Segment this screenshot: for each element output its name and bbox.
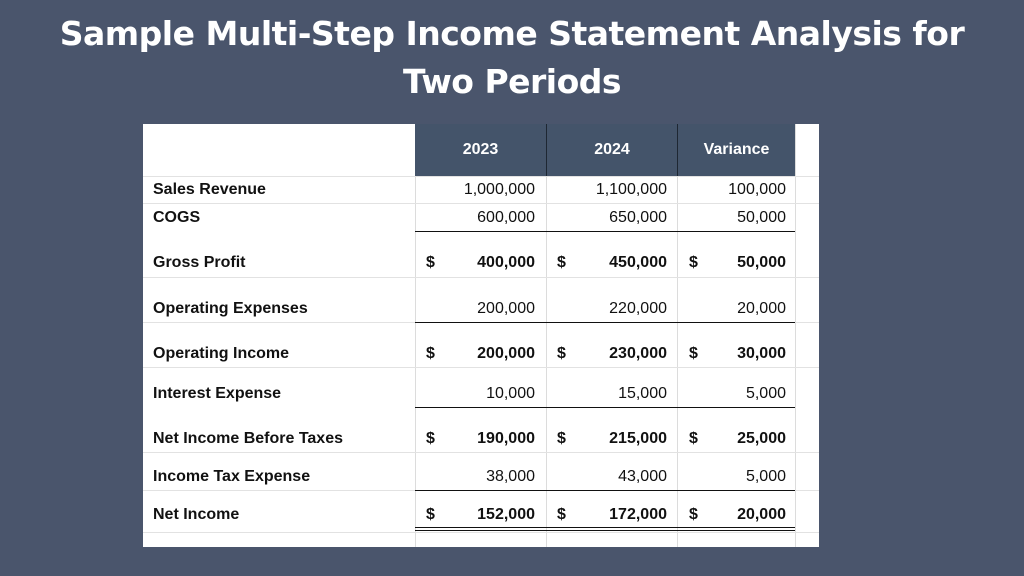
table-row xyxy=(143,298,819,320)
value-variance: 20,000 xyxy=(737,300,786,317)
value-2023: 190,000 xyxy=(477,430,535,447)
title-line-1: Sample Multi-Step Income Statement Analysis for xyxy=(59,14,965,53)
column-header-variance: Variance xyxy=(677,124,795,176)
grid-line xyxy=(143,532,819,533)
currency-symbol: $ xyxy=(689,430,698,447)
value-2024: 43,000 xyxy=(618,468,667,485)
subtotal-underline xyxy=(415,322,795,323)
value-2024: 230,000 xyxy=(609,345,667,362)
row-label: Interest Expense xyxy=(153,385,282,402)
row-label: Sales Revenue xyxy=(153,181,266,198)
row-label: Net Income xyxy=(153,506,240,523)
value-2024: 650,000 xyxy=(609,209,667,226)
total-double-underline xyxy=(415,527,795,528)
grid-line xyxy=(143,452,819,453)
currency-symbol: $ xyxy=(689,345,698,362)
table-row xyxy=(143,252,819,274)
value-variance: 5,000 xyxy=(745,468,786,485)
column-header-2024: 2024 xyxy=(546,124,677,176)
row-label: COGS xyxy=(153,209,201,226)
value-2024: 1,100,000 xyxy=(595,181,667,198)
table-row xyxy=(143,504,819,526)
value-2023: 600,000 xyxy=(477,209,535,226)
currency-symbol: $ xyxy=(426,430,435,447)
income-statement-table xyxy=(143,124,819,547)
currency-symbol: $ xyxy=(557,345,566,362)
row-label: Operating Income xyxy=(153,345,290,362)
subtotal-underline xyxy=(415,490,795,491)
currency-symbol: $ xyxy=(557,506,566,523)
page-title xyxy=(0,10,1024,106)
title-line-2: Two Periods xyxy=(402,62,622,101)
value-2023: 152,000 xyxy=(477,506,535,523)
value-2023: 400,000 xyxy=(477,254,535,271)
row-label: Income Tax Expense xyxy=(153,468,311,485)
grid-line xyxy=(143,367,819,368)
currency-symbol: $ xyxy=(426,254,435,271)
value-2023: 200,000 xyxy=(477,300,535,317)
table-row xyxy=(143,207,819,229)
currency-symbol: $ xyxy=(557,430,566,447)
value-2024: 220,000 xyxy=(609,300,667,317)
value-2024: 215,000 xyxy=(609,430,667,447)
value-2024: 172,000 xyxy=(609,506,667,523)
row-label: Operating Expenses xyxy=(153,300,308,317)
currency-symbol: $ xyxy=(689,254,698,271)
subtotal-underline xyxy=(415,231,795,232)
currency-symbol: $ xyxy=(426,345,435,362)
value-variance: 50,000 xyxy=(737,209,786,226)
value-variance: 5,000 xyxy=(745,385,786,402)
value-variance: 100,000 xyxy=(728,181,786,198)
column-header-2023: 2023 xyxy=(415,124,546,176)
row-label: Net Income Before Taxes xyxy=(153,430,343,447)
value-variance: 25,000 xyxy=(737,430,786,447)
currency-symbol: $ xyxy=(689,506,698,523)
value-variance: 50,000 xyxy=(737,254,786,271)
total-double-underline xyxy=(415,530,795,531)
grid-line xyxy=(143,277,819,278)
table-row xyxy=(143,343,819,365)
currency-symbol: $ xyxy=(426,506,435,523)
value-2023: 200,000 xyxy=(477,345,535,362)
table-row xyxy=(143,428,819,450)
grid-line xyxy=(143,203,819,204)
value-2024: 15,000 xyxy=(618,385,667,402)
grid-line xyxy=(143,176,819,177)
value-2023: 10,000 xyxy=(486,385,535,402)
value-2024: 450,000 xyxy=(609,254,667,271)
currency-symbol: $ xyxy=(557,254,566,271)
table-row xyxy=(143,466,819,488)
subtotal-underline xyxy=(415,407,795,408)
value-2023: 1,000,000 xyxy=(463,181,535,198)
value-variance: 20,000 xyxy=(737,506,786,523)
table-row xyxy=(143,383,819,405)
value-2023: 38,000 xyxy=(486,468,535,485)
table-row xyxy=(143,179,819,201)
row-label: Gross Profit xyxy=(153,254,246,271)
value-variance: 30,000 xyxy=(737,345,786,362)
